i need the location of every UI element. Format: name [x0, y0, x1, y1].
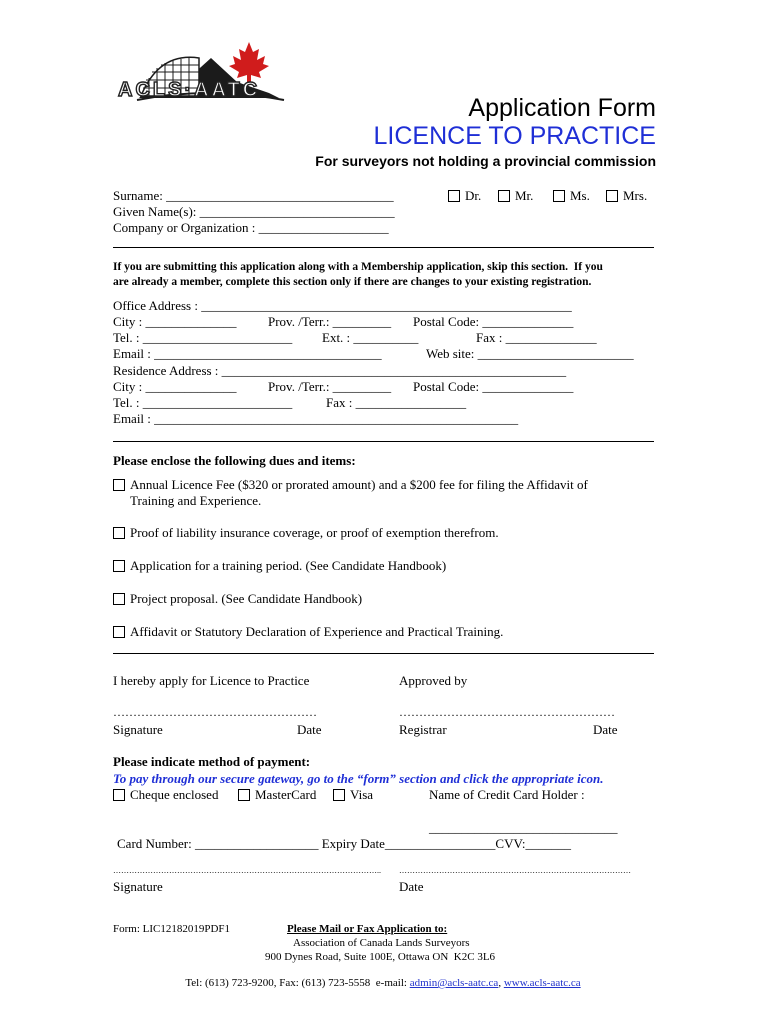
given-name-field[interactable]: Given Name(s): ______________________________ [113, 204, 395, 219]
checkbox-icon[interactable] [113, 527, 125, 539]
registrar-label: Registrar [399, 722, 447, 737]
website-field[interactable]: Web site: ________________________ [426, 346, 634, 361]
checkbox-icon[interactable] [113, 626, 125, 638]
surname-field[interactable]: Surname: ___________________________________ [113, 188, 394, 203]
card-holder-field[interactable]: _____________________________ [429, 820, 618, 835]
checkbox-icon[interactable] [606, 190, 618, 202]
residence-postal-code-field[interactable]: Postal Code: ______________ [413, 379, 574, 394]
title-ms[interactable]: Ms. [553, 188, 590, 204]
apply-label: I hereby apply for Licence to Practice [113, 673, 310, 688]
company-field[interactable]: Company or Organization : ____________________ [113, 220, 389, 235]
registrar-signature-line: ……………………………………………… [399, 705, 615, 719]
dues-item-fee-cont: Training and Experience. [130, 493, 262, 508]
registrar-date-label: Date [593, 722, 618, 737]
checkbox-icon[interactable] [448, 190, 460, 202]
checkbox-icon[interactable] [113, 560, 125, 572]
payment-signature-line[interactable]: ……………………………………………………………………………………….. [113, 866, 381, 875]
ext-field[interactable]: Ext. : __________ [322, 330, 419, 345]
maple-leaf-icon [229, 42, 269, 84]
payment-visa[interactable]: Visa [333, 787, 373, 803]
footer-org: Association of Canada Lands Surveyors [293, 937, 470, 949]
title-mr[interactable]: Mr. [498, 188, 533, 204]
dues-item-training[interactable]: Application for a training period. (See Candidate Handbook) [113, 558, 446, 574]
logo [112, 22, 292, 102]
payment-date-label: Date [399, 879, 424, 894]
checkbox-icon[interactable] [113, 479, 125, 491]
office-address-field[interactable]: Office Address : _________________________________________________________ [113, 298, 572, 313]
checkbox-icon[interactable] [113, 593, 125, 605]
residence-email-field[interactable]: Email : ________________________________________________________ [113, 411, 519, 426]
postal-code-field[interactable]: Postal Code: ______________ [413, 314, 574, 329]
checkbox-icon[interactable] [113, 789, 125, 801]
dues-item-proposal[interactable]: Project proposal. (See Candidate Handbook) [113, 591, 362, 607]
checkbox-icon[interactable] [553, 190, 565, 202]
email-field[interactable]: Email : ___________________________________ [113, 346, 382, 361]
card-holder-label: Name of Credit Card Holder : [429, 787, 585, 802]
title-dr[interactable]: Dr. [448, 188, 481, 204]
residence-tel-field[interactable]: Tel. : _______________________ [113, 395, 293, 410]
form-subtitle: LICENCE TO PRACTICE [373, 122, 656, 150]
card-number-row[interactable]: Card Number: ___________________ Expiry Date_________________CVV:_______ [117, 836, 571, 851]
payment-gateway-note: To pay through our secure gateway, go to the “form” section and click the appropriate icon. [113, 771, 604, 786]
checkbox-icon[interactable] [238, 789, 250, 801]
form-title: Application Form [468, 94, 656, 122]
divider [113, 653, 654, 654]
dues-item-affidavit[interactable]: Affidavit or Statutory Declaration of Experience and Practical Training. [113, 624, 503, 640]
form-id: Form: LIC12182019PDF1 [113, 923, 231, 935]
logo-graphic-icon [119, 38, 299, 118]
residence-address-field[interactable]: Residence Address : _____________________________________________________ [113, 363, 567, 378]
notice-line-2: are already a member, complete this section only if there are changes to your existing registration. [113, 276, 592, 288]
approved-label: Approved by [399, 673, 468, 688]
notice-line-1: If you are submitting this application along with a Membership application, skip this section. If you [113, 261, 603, 273]
checkbox-icon[interactable] [333, 789, 345, 801]
payment-mastercard[interactable]: MasterCard [238, 787, 316, 803]
logo-text: ACLS·AATC [118, 79, 261, 101]
province-field[interactable]: Prov. /Terr.: _________ [268, 314, 392, 329]
tel-field[interactable]: Tel. : _______________________ [113, 330, 293, 345]
residence-city-field[interactable]: City : ______________ [113, 379, 237, 394]
payment-heading: Please indicate method of payment: [113, 754, 311, 769]
dues-item-fee[interactable]: Annual Licence Fee ($320 or prorated amount) and a $200 fee for filing the Affidavit of [113, 477, 588, 493]
dues-heading: Please enclose the following dues and items: [113, 453, 356, 468]
title-mrs[interactable]: Mrs. [606, 188, 647, 204]
signature-label: Signature [113, 722, 163, 737]
footer-web-link[interactable]: www.acls-aatc.ca [503, 977, 581, 989]
fax-field[interactable]: Fax : ______________ [476, 330, 597, 345]
residence-fax-field[interactable]: Fax : _________________ [326, 395, 467, 410]
divider [113, 441, 654, 442]
applicant-signature-line[interactable]: …………………………………………… [113, 705, 317, 719]
city-field[interactable]: City : ______________ [113, 314, 237, 329]
form-tagline: For surveyors not holding a provincial commission [315, 153, 656, 169]
footer-email-link[interactable]: admin@acls-aatc.ca [409, 977, 499, 989]
footer-address: 900 Dynes Road, Suite 100E, Ottawa ON K2C 3L6 [265, 951, 496, 963]
payment-cheque[interactable]: Cheque enclosed [113, 787, 218, 803]
payment-signature-label: Signature [113, 879, 163, 894]
divider [113, 247, 654, 248]
checkbox-icon[interactable] [498, 190, 510, 202]
footer-mail-heading: Please Mail or Fax Application to: [287, 923, 448, 935]
dues-item-insurance[interactable]: Proof of liability insurance coverage, or proof of exemption therefrom. [113, 525, 499, 541]
footer-contact: Tel: (613) 723-9200, Fax: (613) 723-5558 e-mail: admin@acls-aatc.ca, www.acls-aatc.ca [185, 977, 581, 989]
date-label: Date [297, 722, 322, 737]
payment-date-line[interactable]: …………………………………………………………………………… [399, 866, 631, 875]
residence-province-field[interactable]: Prov. /Terr.: _________ [268, 379, 392, 394]
